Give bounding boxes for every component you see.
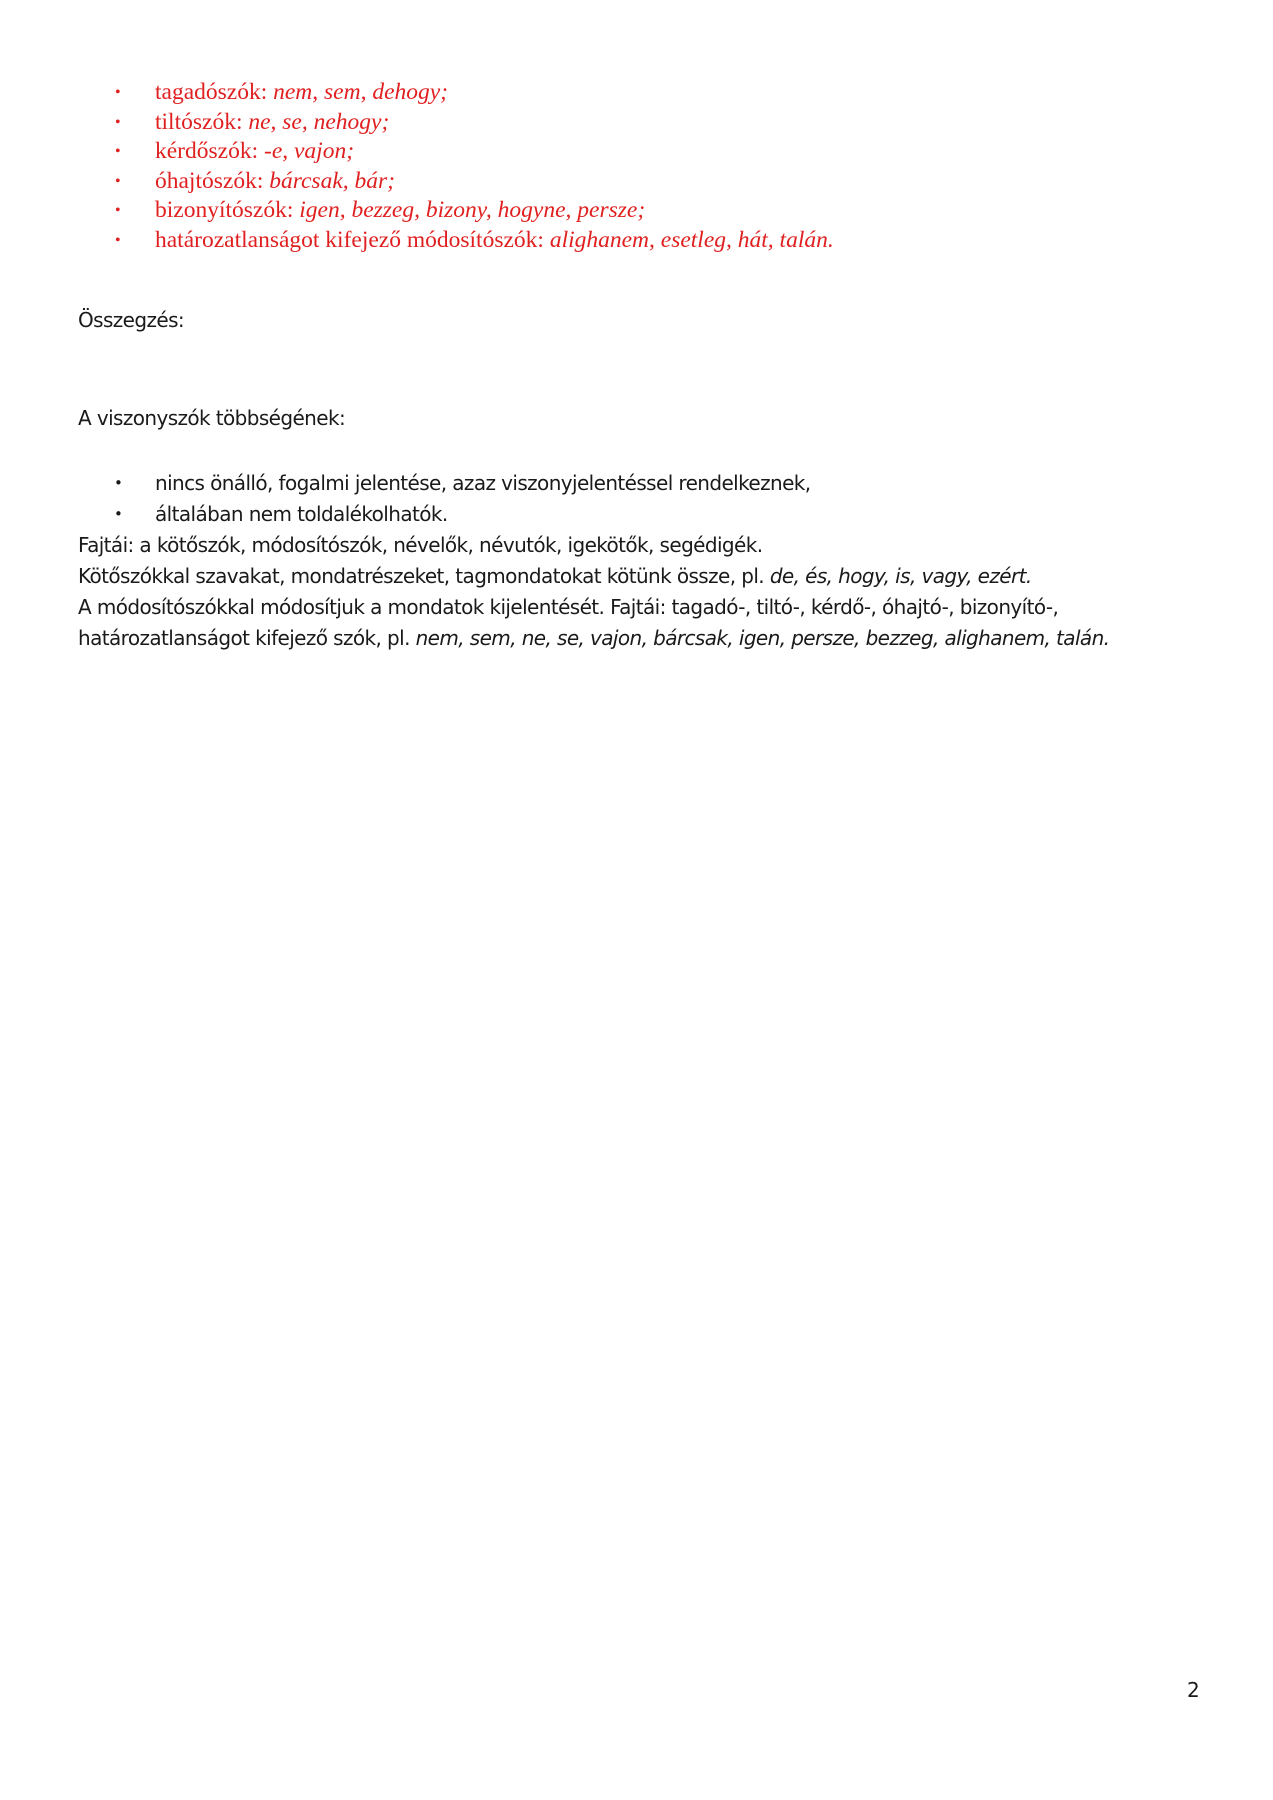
list-item [0, 167, 834, 197]
item-text: nincs önálló, fogalmi jelentése, azaz viszonyjelentéssel rendelkeznek, [155, 471, 811, 495]
item-examples: bárcsak, bár; [269, 167, 395, 194]
modifiers-paragraph-line1: A módosítószókkal módosítjuk a mondatok kijelentését. Fajtái: tagadó-, tiltó-, kérdő-, óhajtó-, bizonyító-, [78, 595, 1059, 619]
item-label: tagadószók: [155, 79, 274, 105]
bullet-icon: • [115, 113, 121, 131]
bullet-icon: • [115, 84, 121, 101]
item-label: bizonyítószók: [155, 197, 300, 224]
item-examples: ne, se, nehogy; [248, 108, 390, 135]
item-label: óhajtószók: [155, 167, 270, 194]
properties-list [0, 468, 811, 530]
list-item [0, 78, 834, 108]
paragraph-text: határozatlanságot kifejező szók, pl. [78, 626, 416, 650]
page-number: 2 [1187, 1678, 1200, 1702]
list-item [0, 226, 834, 256]
bullet-icon: • [115, 231, 121, 249]
bullet-icon: • [115, 143, 121, 161]
bullet-icon: • [114, 474, 123, 492]
list-item [0, 108, 834, 138]
bullet-icon: • [115, 172, 121, 190]
modifier-types-list [0, 78, 834, 256]
summary-heading: Összegzés: [78, 308, 185, 332]
types-paragraph: Fajtái: a kötőszók, módosítószók, névelők, névutók, igekötők, segédigék. [78, 533, 763, 557]
item-label: határozatlanságot kifejező módosítószók: [155, 226, 550, 253]
bullet-icon: • [115, 202, 121, 220]
item-examples: alighanem, esetleg, hát, talán. [549, 226, 834, 253]
paragraph-examples: de, és, hogy, is, vagy, ezért. [769, 564, 1032, 588]
item-examples: nem, sem, dehogy; [273, 79, 449, 105]
list-item [0, 468, 811, 499]
paragraph-text: Kötőszókkal szavakat, mondatrészeket, tagmondatokat kötünk össze, pl. [78, 564, 770, 588]
intro-text: A viszonyszók többségének: [78, 406, 346, 430]
bullet-icon: • [114, 505, 123, 523]
modifiers-paragraph-line2 [78, 623, 1109, 654]
item-label: tiltószók: [155, 108, 249, 135]
conjunctions-paragraph [78, 561, 1032, 592]
item-label: kérdőszók: [155, 138, 264, 165]
list-item [0, 196, 834, 226]
item-examples: igen, bezzeg, bizony, hogyne, persze; [299, 197, 646, 224]
list-item [0, 137, 834, 167]
list-item [0, 499, 811, 530]
item-examples: -e, vajon; [264, 138, 355, 165]
item-text: általában nem toldalékolhatók. [155, 502, 448, 526]
paragraph-examples: nem, sem, ne, se, vajon, bárcsak, igen, persze, bezzeg, alighanem, talán. [415, 626, 1110, 650]
